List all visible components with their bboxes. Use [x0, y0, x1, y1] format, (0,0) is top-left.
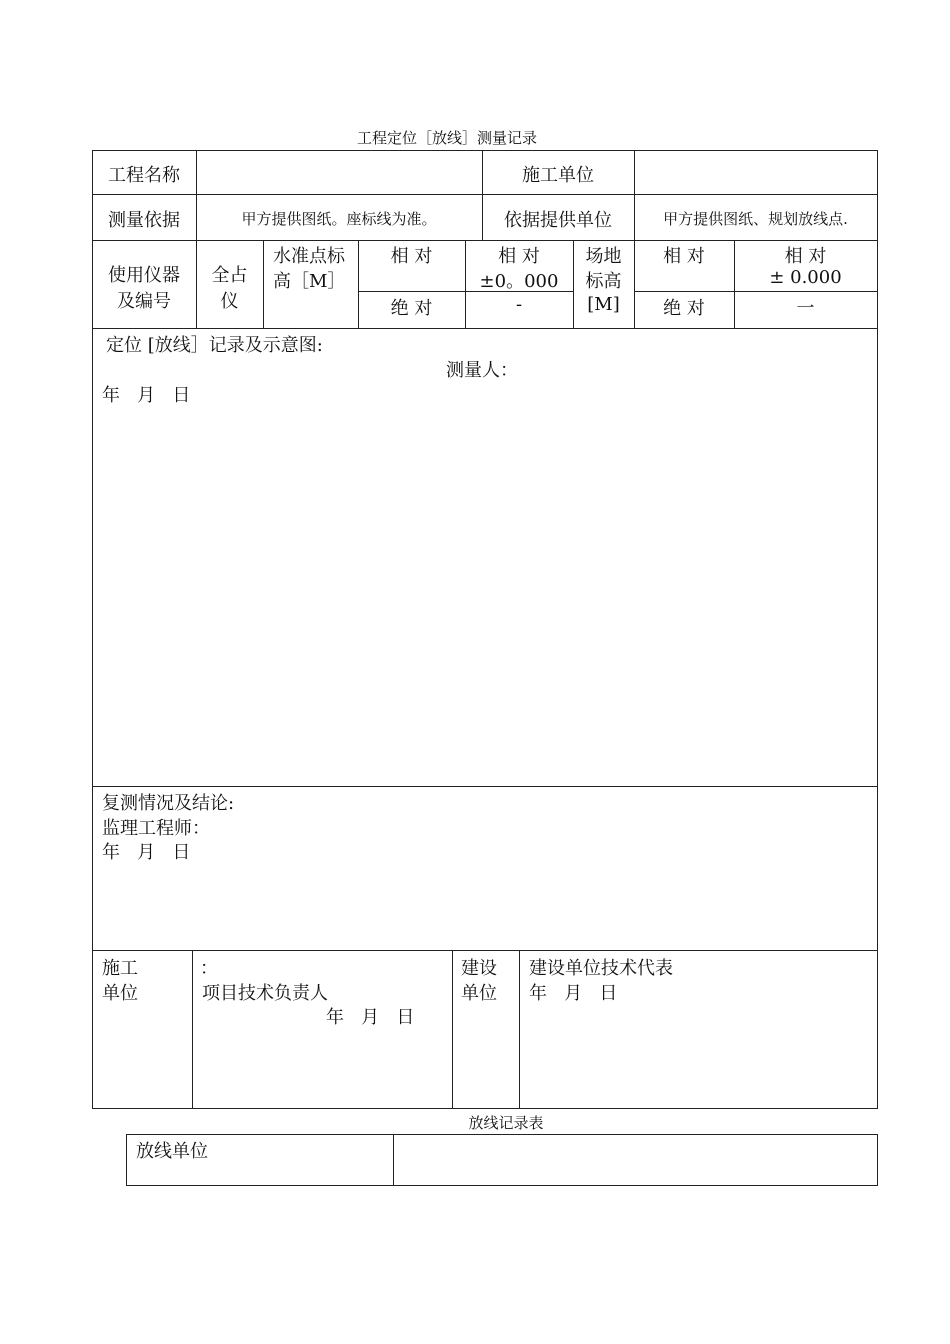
- owner-rep-label: 建设单位技术代表: [529, 958, 673, 979]
- basis-label: 测量依据: [108, 210, 180, 231]
- layout-unit-label: 放线单位: [136, 1141, 208, 1162]
- page-title: 工程定位［放线］测量记录: [356, 129, 537, 147]
- instrument-label: 及编号: [117, 291, 171, 312]
- construction-unit-sign-label: 施工: [102, 958, 138, 979]
- table-border: [126, 1134, 127, 1186]
- benchmark-label: 水准点标: [273, 246, 345, 267]
- instrument-value: 全占: [211, 265, 248, 286]
- relative-value: ± 0.000: [769, 267, 842, 288]
- table-rule: [92, 786, 878, 787]
- table-rule: [634, 291, 878, 292]
- relative-label: 相 对: [663, 246, 705, 267]
- table-rule: [92, 194, 878, 195]
- absolute-label: 绝 对: [390, 298, 433, 319]
- basis-value: 甲方提供图纸。座标线为准。: [241, 210, 437, 228]
- colon: ：: [200, 958, 218, 979]
- instrument-value: 仪: [220, 291, 239, 312]
- table-border: [126, 1134, 878, 1135]
- table-border: [92, 150, 878, 151]
- table-border: [126, 1185, 878, 1186]
- relative-value: 相 对: [784, 246, 827, 267]
- record-date: 年 月 日: [102, 385, 191, 406]
- owner-sign-date: 年 月 日: [529, 983, 618, 1004]
- second-title: 放线记录表: [468, 1114, 544, 1132]
- table-border: [877, 150, 878, 1108]
- site-elevation-label: 标高: [585, 271, 622, 292]
- table-rule: [452, 950, 453, 1108]
- benchmark-label: 高［M］: [273, 271, 346, 292]
- table-border: [877, 1134, 878, 1186]
- supervisor-label: 监理工程师：: [102, 818, 210, 839]
- provider-value: 甲方提供图纸、规划放线点.: [663, 210, 848, 228]
- table-rule: [92, 328, 878, 329]
- table-rule: [192, 950, 193, 1108]
- table-rule: [92, 950, 878, 951]
- project-name-label: 工程名称: [108, 165, 180, 186]
- site-elevation-unit: [M]: [587, 294, 620, 315]
- relative-value: 相 对: [498, 246, 540, 267]
- record-label: 定位 [放线］记录及示意图:: [106, 335, 323, 356]
- table-border: [92, 1108, 878, 1109]
- table-rule: [519, 950, 520, 1108]
- instrument-label: 使用仪器: [108, 265, 180, 286]
- recheck-label: 复测情况及结论:: [102, 793, 235, 814]
- owner-unit-label: 单位: [461, 983, 497, 1004]
- absolute-value: -: [515, 294, 523, 315]
- surveyor-label: 测量人：: [446, 360, 518, 381]
- tech-leader-label: 项目技术负责人: [202, 983, 328, 1004]
- table-rule: [263, 240, 264, 328]
- relative-value: ±0。000: [479, 271, 559, 292]
- table-rule: [393, 1134, 394, 1186]
- provider-label: 依据提供单位: [504, 210, 612, 231]
- site-elevation-label: 场地: [585, 246, 622, 267]
- construction-sign-date: 年 月 日: [326, 1007, 415, 1028]
- recheck-date: 年 月 日: [102, 842, 191, 863]
- table-rule: [92, 240, 878, 241]
- absolute-label: 绝 对: [663, 298, 705, 319]
- owner-unit-label: 建设: [461, 958, 497, 979]
- construction-unit-sign-label: 单位: [102, 983, 138, 1004]
- construction-unit-label: 施工单位: [522, 165, 594, 186]
- absolute-value: 一: [796, 298, 815, 319]
- relative-label: 相 对: [390, 246, 433, 267]
